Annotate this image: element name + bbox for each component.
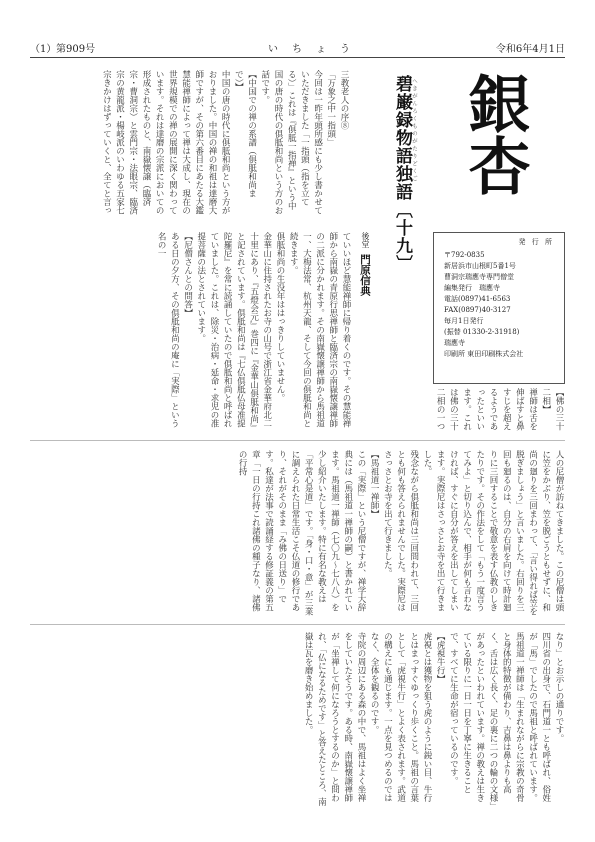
publisher-line: 曹洞宗瑞應寺専門僧堂 — [444, 273, 514, 281]
author-prefix: 後堂 — [361, 232, 370, 248]
page-number: （1） — [30, 44, 57, 55]
issue-number: 第909号 — [56, 44, 96, 55]
text-block-mid-left: ていいほど慧能禅師に帰り着くのです。その慧能禅師から南嶽の青原行思禅師と臨済宗の南嶽懐譲禅師の二派に分かれます。その南嶽懐譲禅師から馬祖道一、大梅法常、杭州天龍、そして今回の俱胝和尚と続きます。 俱胝和尚の生没年ははっきりしていません。 金華山に住持されたお寺の山号で浙江省金華府北二十里にあり、『五燈会元』巻四に『金華山俱胝和尚』と記されています。俱胝和尚は『七仏俱胝仏母准提陀羅尼』を常に読誦していたので俱胝和尚と呼ばれていました。これは、除災・治病・延命・求児の准提菩薩の法とされています。 【尼僧さんとの問答】 ある日の夕方、その俱胝和尚の庵に「実際」という名の一 — [156, 232, 351, 432]
text-block-bottom: なり」とお示しの通りです。 四川省の出身で、石門道一とも呼ばれ、俗姓が「馬」でしたので馬祖と呼ばれています。 馬祖道一禅師は「生まれながらに宗教の奇骨と身体的特徴が備わり、吉鼻は鼻よりも高く、舌は広く長く、足の裏に二つの輪の文様」があったといわれています。禅の教えは生きている限りに一日一日を丁寧に生きることで、すべてに生命が宿っているのです。 【虎視牛行】 虎視とは獲物を狙う虎のように鋭い目、牛行とはまっすぐゆっくり歩くこと。馬祖の言葉として「虎視牛行」とよく表されます。武道の構えにも通じます。一点を見つめるのではなく、全体を観るのです。 寺院の周辺にある森の中で、馬祖はよく坐禅をしていたそうです。ある時、南嶽懐譲禅師が「坐禅して何になろうとするのか」と問われ、「仏になるためです」と答えたところ、南嶽は瓦を磨き始めました。 — [303, 632, 564, 807]
text-block-top-left: 三教老人の序⑧ 「万象之中一指頭」 今回は一昨年頭所感にも少し書かせていただきました「一指頭（指を立てる）」これは『俱胝一指禅』という中国の唐の時代の俱胝和尚という方のお話です。 【中国での禅の系譜（俱胝和尚まで）】 中国の唐の時代に俱胝和尚という方がおりました。中国の禅の和祖は達磨大師ですが、その第六番目にあたる大鑑慧能禅師によって禅は大成し、現在の世界規模での禅の展開に深く関わっています。それは達磨の宗派においての形成されたものと、南嶽懐譲（臨済宗・曹洞宗）と雲門宗・法眼宗、臨済宗の黄龍派・楊岐派のいわゆる五家七宗きかけはずっていくと、全てと言っ — [101, 70, 349, 215]
logo-ginkgo: 銀杏 — [458, 72, 531, 196]
publisher-line: (振替 01330-2-31918) — [444, 328, 520, 336]
publisher-line: FAX(0897)40-3127 — [444, 306, 511, 314]
section-rule — [30, 440, 565, 441]
publisher-line: 瑞應寺 — [444, 339, 465, 347]
publisher-label: 発 行 所 — [518, 238, 554, 246]
publisher-box — [433, 232, 565, 384]
page-header — [30, 40, 565, 54]
newsletter-name: い ち ょ う — [268, 44, 352, 55]
text-block-lower: 人の尼僧が訪ねてきました。この尼僧は頭に笠をかぶり、笠を脱ごうともせずに、和尚の廻りを三回まわって、「言い得れば笠を脱ぎましょう」と言いました。右回りを三回も廻るのは、自分の右肩を向けて時計廻りに三回することで敬意を表す仏教のしきたりです。その作法をして「もう一度言うてみよ」と切り込んで、相手が何も言わなければ、すぐに自分が答えを出してしまいます。実際尼はさっさとお寺を出て行きました。 残念ながら俱胝和尚は三回問われて、三回とも何も答えられませんでした。実際尼はさっさとお寺を出て行きました。 【馬祖道一禅師】 この「実際」という尼僧ですが、禅学大辞典には（馬祖道一禅師の嗣）と書かれています。馬祖道一禅師（七〇九〜七八八）を少し紹介いたします。特に有名な教えは「平常心是道」です。「身・口・意」が三業に調えられた日常生活こそ仏道の修行であり、それがそのまま「み佛の日送り」です。私達が法事で読誦経する修証義の第五章「一日の行持これ諸佛の種子なり、諸佛の行持 — [237, 450, 564, 616]
publisher-line: 新居浜市山根町5番1号 — [444, 262, 516, 270]
article-title: 碧巌録物語独語〔十九〕 — [392, 75, 412, 273]
section-rule — [30, 624, 565, 625]
publisher-line: 編集発行 瑞應寺 — [444, 284, 500, 292]
text-block-right: 【佛の三十二相】 禅師は舌を伸ばすと鼻すじを超えるようであったといいます。これは佛の三十二相の一つ — [435, 388, 564, 431]
article-author — [358, 232, 373, 332]
publisher-line: 毎月1日発行 — [444, 317, 484, 325]
title-ruby: へきがんろくものがたりどくご — [411, 78, 417, 183]
publisher-line: 〒792-0835 — [444, 251, 485, 259]
publisher-line: 印刷所 東田印刷株式会社 — [444, 350, 524, 358]
author-name: 門原信典 — [359, 254, 371, 296]
header-rule — [30, 57, 565, 58]
publisher-line: 電話(0897)41-6563 — [444, 295, 511, 303]
issue-date: 令和6年4月1日 — [495, 44, 565, 55]
